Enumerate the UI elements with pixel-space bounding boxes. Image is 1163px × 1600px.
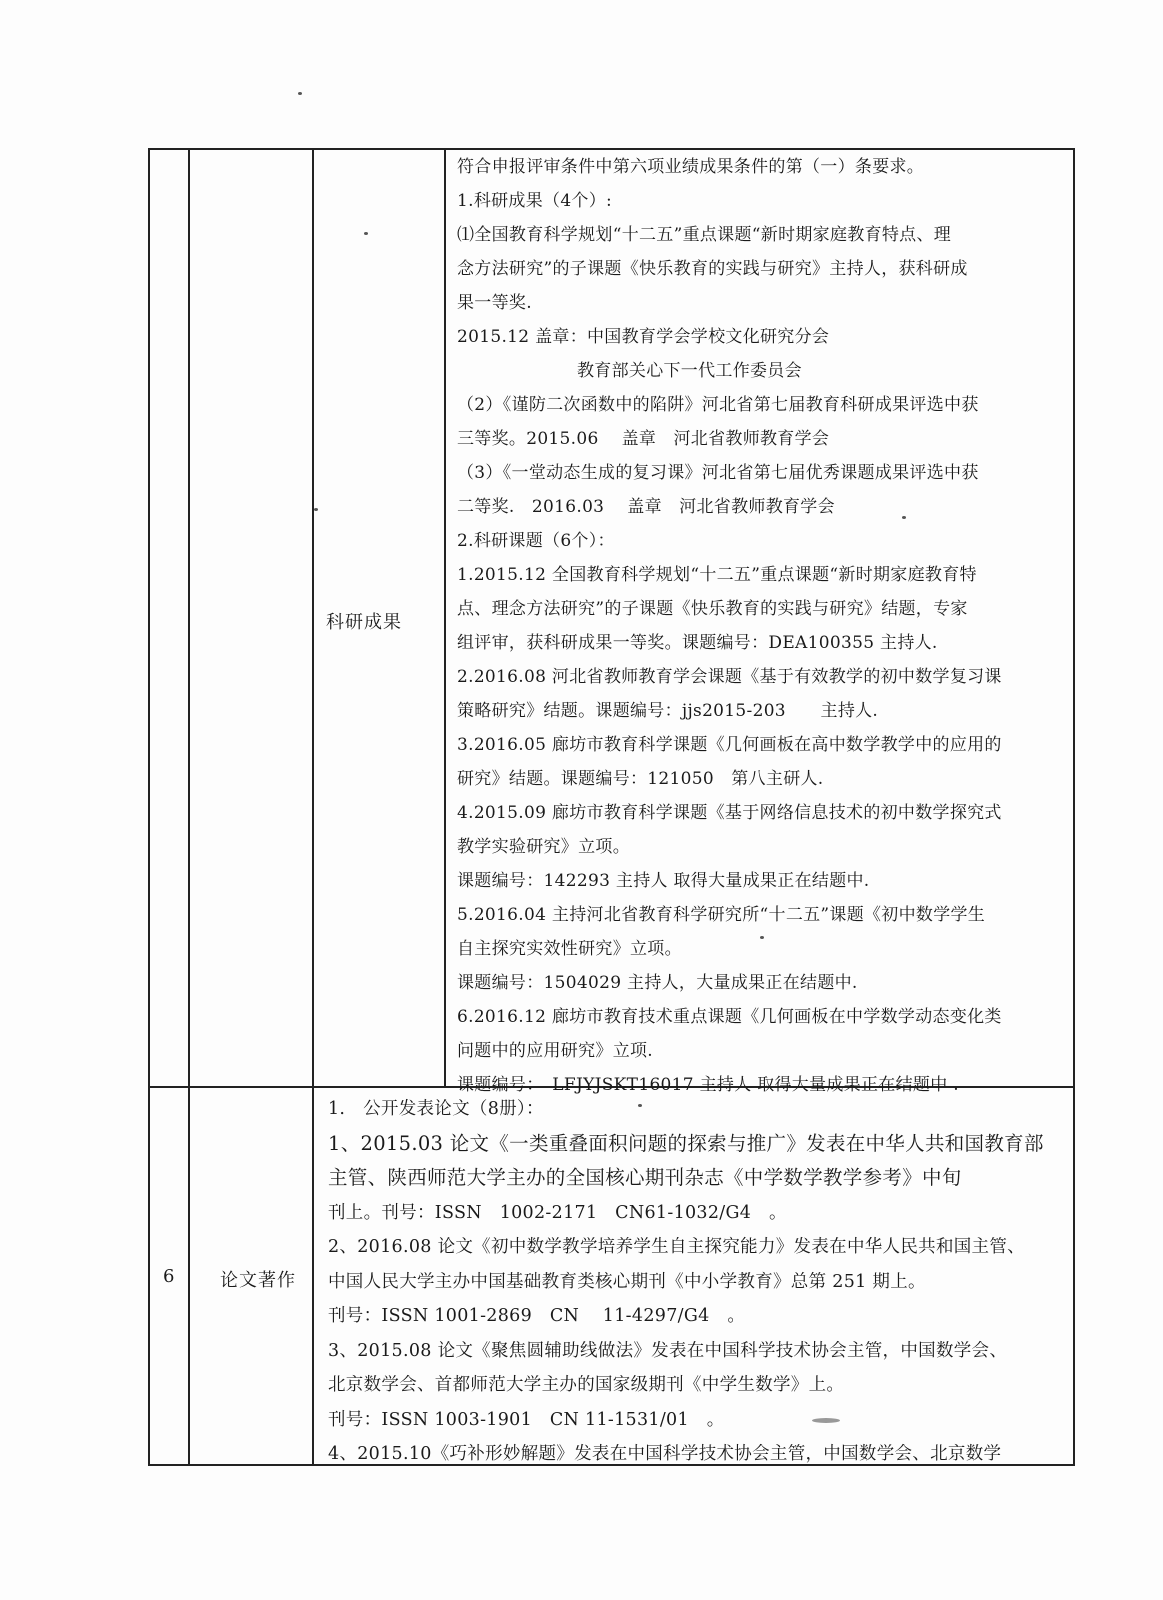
text-line: 2015.12 盖章：中国教育学会学校文化研究分会 <box>457 327 830 347</box>
text-line: 组评审，获科研成果一等奖。课题编号：DEA100355 主持人. <box>457 633 938 653</box>
text-line: 主管、陕西师范大学主办的全国核心期刊杂志《中学数学教学参考》中旬 <box>328 1166 962 1189</box>
text-line: 2、2016.08 论文《初中数学教学培养学生自主探究能力》发表在中华人民共和国主管、 <box>328 1237 1025 1257</box>
text-line: 2.科研课题（6个）： <box>457 531 615 551</box>
text-line: 2.2016.08 河北省教师教育学会课题《基于有效教学的初中数学复习课 <box>457 667 1002 687</box>
text-line: 北京数学会、首都师范大学主办的国家级期刊《中学生数学》上。 <box>328 1375 845 1395</box>
text-line: 教学实验研究》立项。 <box>457 837 630 857</box>
text-line: 6.2016.12 廊坊市教育技术重点课题《几何画板在中学数学动态变化类 <box>457 1007 1002 1027</box>
row-number: 6 <box>163 1266 176 1287</box>
papers-content <box>328 1092 1044 1472</box>
text-line: 二等奖. 2016.03 盖章 河北省教师教育学会 <box>457 497 835 517</box>
text-line: 1. 公开发表论文（8册）： <box>328 1099 544 1119</box>
text-line: 教育部关心下一代工作委员会 <box>577 361 802 381</box>
column-divider-2 <box>312 148 314 1466</box>
text-line: 3.2016.05 廊坊市教育科学课题《几何画板在高中数学教学中的应用的 <box>457 735 1002 755</box>
section-label-research: 科研成果 <box>326 612 402 633</box>
text-line: 点、理念方法研究”的子课题《快乐教育的实践与研究》结题，专家 <box>457 599 968 619</box>
text-line: 4.2015.09 廊坊市教育科学课题《基于网络信息技术的初中数学探究式 <box>457 803 1002 823</box>
text-line: 课题编号：142293 主持人 取得大量成果正在结题中. <box>457 871 870 891</box>
text-line: 刊上。刊号：ISSN 1002-2171 CN61-1032/G4 。 <box>328 1202 787 1223</box>
text-line: 课题编号： LFJYJSKT16017 主持人 取得大量成果正在结题中 . <box>457 1075 959 1095</box>
section-label-papers: 论文著作 <box>220 1270 296 1291</box>
text-line: 策略研究》结题。课题编号：jjs2015-203 主持人. <box>457 701 879 721</box>
text-line: 三等奖。2015.06 盖章 河北省教师教育学会 <box>457 429 830 449</box>
text-line: 刊号：ISSN 1003-1901 CN 11-1531/01 。 <box>328 1409 725 1430</box>
text-line: 1、2015.03 论文《一类重叠面积问题的探索与推广》发表在中华人共和国教育部 <box>328 1131 1044 1155</box>
text-line: 1.科研成果（4个）: <box>457 191 613 211</box>
text-line: 刊号：ISSN 1001-2869 CN 11-4297/G4 。 <box>328 1306 746 1326</box>
text-line: 研究》结题。课题编号：121050 第八主研人. <box>457 769 824 789</box>
column-divider-1 <box>188 148 190 1466</box>
text-line: 4、2015.10《巧补形妙解题》发表在中国科学技术协会主管，中国数学会、北京数学 <box>328 1444 1002 1464</box>
table-border-left <box>148 148 150 1466</box>
text-line: 问题中的应用研究》立项. <box>457 1041 654 1061</box>
text-line: 课题编号：1504029 主持人，大量成果正在结题中. <box>457 973 858 993</box>
text-line: （3）《一堂动态生成的复习课》河北省第七届优秀课题成果评选中获 <box>457 463 979 483</box>
text-line: 5.2016.04 主持河北省教育科学研究所“十二五”课题《初中数学学生 <box>457 905 986 925</box>
research-content <box>457 150 1002 1102</box>
text-line: （2）《谨防二次函数中的陷阱》河北省第七届教育科研成果评选中获 <box>457 395 979 415</box>
text-line: 果一等奖. <box>457 293 532 313</box>
text-line: 自主探究实效性研究》立项。 <box>457 939 682 959</box>
table-border-right <box>1073 148 1075 1466</box>
text-line: 3、2015.08 论文《聚焦圆辅助线做法》发表在中国科学技术协会主管，中国数学会、 <box>328 1340 1008 1361</box>
text-line: 1.2015.12 全国教育科学规划“十二五”重点课题“新时期家庭教育特 <box>457 565 977 585</box>
column-divider-3-top <box>444 148 446 1088</box>
scan-speck <box>298 92 302 95</box>
text-line: 中国人民大学主办中国基础教育类核心期刊《中小学教育》总第 251 期上。 <box>328 1271 926 1292</box>
text-line: 符合申报评审条件中第六项业绩成果条件的第（一）条要求。 <box>457 157 925 177</box>
text-line: 念方法研究”的子课题《快乐教育的实践与研究》主持人，获科研成 <box>457 259 968 279</box>
text-line: ⑴全国教育科学规划“十二五”重点课题“新时期家庭教育特点、理 <box>457 225 952 245</box>
